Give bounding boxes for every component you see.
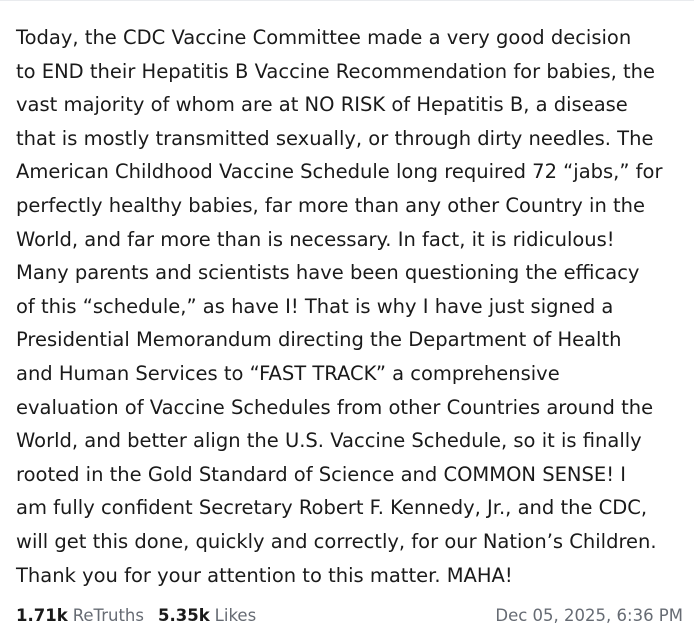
- likes-stat[interactable]: [158, 606, 256, 625]
- post-timestamp[interactable]: Dec 05, 2025, 6:36 PM: [495, 605, 683, 625]
- post-text: Today, the CDC Vaccine Committee made a very good decision to END their Hepatitis B Vaccine Recommendation for babies, the vast majority of whom are at NO RISK of Hepatitis B, a disease that is mostly transmitted sexually, or through dirty needles. The American Childhood Vaccine Schedule long required 72 “jabs,” for perfectly healthy babies, far more than any other Country in the World, and far more than is necessary. In fact, it is ridiculous! Many parents and scientists have been questioning the efficacy of this “schedule,” as have I! That is why I have just signed a Presidential Memorandum directing the Department of Health and Human Services to “FAST TRACK” a comprehensive evaluation of Vaccine Schedules from other Countries around the World, and better align the U.S. Vaccine Schedule, so it is finally rooted in the Gold Standard of Science and COMMON SENSE! I am fully confident Secretary Robert F. Kennedy, Jr., and the CDC, will get this done, quickly and correctly, for our Nation’s Children. Thank you for your attention to this matter. MAHA!: [16, 26, 663, 587]
- likes-label: Likes: [214, 605, 257, 625]
- post-stats: [16, 602, 270, 628]
- retruths-stat[interactable]: [16, 606, 144, 625]
- retruths-count: 1.71k: [16, 605, 68, 625]
- likes-count: 5.35k: [157, 605, 210, 625]
- retruths-label: ReTruths: [72, 605, 144, 625]
